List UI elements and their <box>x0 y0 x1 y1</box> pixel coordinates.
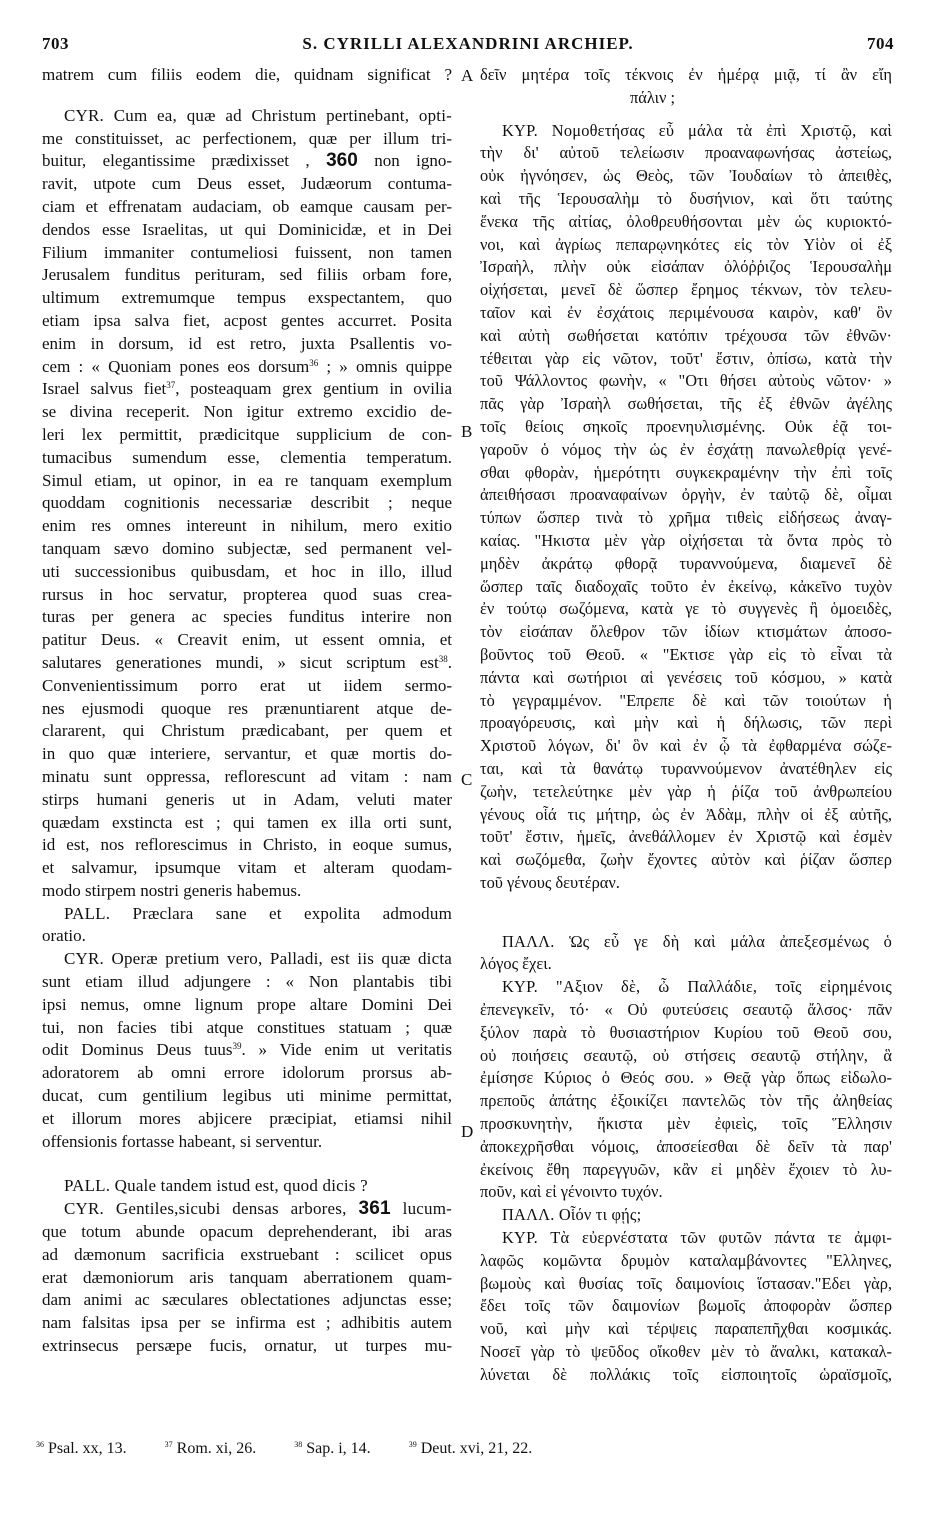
text-line: Simul etiam, ut opinor, in ea re tanquam exemplum <box>42 470 452 490</box>
greek-column <box>480 64 892 1387</box>
greek-paragraph-pall-1 <box>480 931 892 977</box>
text-line: τὸ γεγραμμένον. "Επρεπε δὲ καὶ τῶν τοιούτων ἡ <box>480 690 892 710</box>
text-line: οὐκ ἠγνόησεν, ὡς Θεὸς, τῶν Ἰουδαίων τὸ ἀπειθὲς, <box>480 166 892 186</box>
footnote: $^{36}$ Psal. xx, 13. <box>36 1440 127 1457</box>
text-line: τοῦ γένους δευτέραν. <box>480 872 620 892</box>
text-line: sunt etiam illud adjungere : « Non plantabis tibi <box>42 972 452 992</box>
text-line: ἀπειθήσασι προαναφαίνων ὀργὴν, ἐν ταὐτῷ δὲ, οἶμαι <box>480 485 892 505</box>
footnote: $^{39}$ Deut. xvi, 21, 22. <box>408 1440 533 1457</box>
text-line: ipsi nemus, omne lignum prope altare Domini Dei <box>42 994 452 1014</box>
text-line: ΠΑΛΛ. Ὡς εὖ γε δὴ καὶ μάλα ἀπεξεσμένως ὁ <box>502 931 892 951</box>
text-line: quædam exstincta est ; qui tamen ex illa orti sunt, <box>42 812 452 832</box>
text-line: μηδὲν ἀκράτῳ φθορᾷ τυραννούμενα, διαμενεῖ δὲ <box>480 553 892 573</box>
text-line: βωμοὺς καὶ θυσίας τοῖς δαιμονίοις ἵστασαν."Εδει γὰρ, <box>480 1273 892 1293</box>
text-line: ἕνεκα τῆς αἰτίας, ὀλοθρευθήσονται μὲν ὡς κυριοκτό- <box>480 211 892 231</box>
latin-paragraph-question <box>42 64 452 87</box>
text-line: βοῦντος τοῦ Θεοῦ. « "Εκτισε γὰρ εἰς τὸ εἶναι τὰ <box>480 644 892 664</box>
note-ref: 38 <box>438 653 448 664</box>
text-line: extrinsecus persæpe fucis, ornatur, ut turpes mu- <box>42 1336 452 1356</box>
text-line: ducat, cum gentilium legibus uti minime permittat, <box>42 1086 452 1106</box>
greek-paragraph-question <box>480 64 892 110</box>
text-line-with-column-number: CYR. Gentiles,sicubi densas arbores, 361 lucum- <box>64 1198 452 1220</box>
text-line: πρεποῦς ἀπάτης ἐξοικίζει παντελῶς τὸν τῆς ἀληθείας <box>480 1091 892 1111</box>
text-line-with-column-number: buitur, elegantissime prædixisset , 360 non igno- <box>42 150 452 172</box>
text-line: νοῦ, καὶ μὴν καὶ τέρψεις παραπεπῆχθαι κοσμικάς. <box>480 1319 892 1339</box>
text-line: tumacibus sumendum esse, clementia temperatum. <box>42 447 452 467</box>
greek-paragraph-pall-2 <box>480 1204 892 1227</box>
text-line: in quo quæ interiere, servantur, et quæ mortis do- <box>42 744 452 764</box>
footnote: $^{38}$ Sap. i, 14. <box>294 1440 371 1457</box>
text-line: PALL. Quale tandem istud est, quod dicis ? <box>64 1176 368 1196</box>
greek-paragraph-cyr-3 <box>480 1227 892 1387</box>
margin-marker-d: D <box>461 1122 474 1141</box>
text-line: ἔδει τοῖς τῶν δαιμονίων βωμοῖς ἀποφορὰν ὥσπερ <box>480 1296 892 1316</box>
text-line: uti successionibus quibusdam, et hoc in illo, illud <box>42 561 452 581</box>
text-line: turas per genera ac species funditus interire non <box>42 607 452 627</box>
text-line: Convenientissimum porro erat ut iidem sermo- <box>42 675 452 695</box>
text-line: τὴν δι' αὐτοῦ τελείωσιν προαναφωνήσας ἀστείως, <box>480 143 892 163</box>
latin-paragraph-cyr-2 <box>42 948 452 1153</box>
text-line: ΚΥΡ. "Αξιον δὲ, ὦ Παλλάδιε, τοῖς εἰρημένοις <box>502 977 892 997</box>
text-line: ultimum extremumque tempus exspectantem, quo <box>42 288 452 308</box>
text-line: rursus in hoc servatur, propterea quod suas crea- <box>42 584 452 604</box>
greek-paragraph-cyr-2 <box>480 976 892 1204</box>
text-line: τοῖς θείοις σηκοῖς προενηυλισμένης. Οὐκ ἐᾷ τοι- <box>480 416 892 436</box>
text-line: clararent, qui Christum prædicabant, per quem et <box>42 721 452 741</box>
text-line: ἐπενεγκεῖν, τό· « Οὐ φυτεύσεις σεαυτῷ ἄλσος· πᾶν <box>480 1000 892 1020</box>
text-line: etiam ipsa salva fiet, acpost gentes accurret. Posita <box>42 310 452 330</box>
text-line: πάντα καὶ σωτήριοι αἱ γενέσεις τοῦ κόσμου, » κατὰ <box>480 667 892 687</box>
text-line: σθαι φθορὰν, ἡμερότητι συγκεκραμένην τὴν ἐπὶ τοῖς <box>480 462 892 482</box>
text-line: CYR. Operæ pretium vero, Palladi, est iis quæ dicta <box>64 949 452 969</box>
text-line: et illorum mores abjicere præcipiat, etiamsi nihil <box>42 1108 452 1128</box>
text-line: offensionis fortasse habeant, si serventur. <box>42 1131 323 1151</box>
text-line: modo stirpem nostri generis habemus. <box>42 880 302 900</box>
text-line: PALL. Præclara sane et expolita admodum <box>64 903 452 923</box>
text-line: ξύλον παρὰ τὸ θυσιαστήριον Κυρίου τοῦ Θεοῦ σου, <box>480 1022 892 1042</box>
text-line: stirps humani generis ut in Adam, veluti mater <box>42 789 452 809</box>
note-ref: 37 <box>166 380 176 391</box>
text-line: Ἰσραὴλ, πλὴν οὐκ εἰσάπαν ὀλόῤῥιζος Ἱερουσαλὴμ <box>480 257 892 277</box>
text-line: καὶ σωζόμεθα, ζωὴν ἔχοντες αὐτὸν καὶ ῥίζαν ὥσπερ <box>480 850 892 870</box>
text-line: ἀποκεχρῆσθαι νόμοις, ἀποσείεσθαι δὲ δεῖν τὰ παρ' <box>480 1136 892 1156</box>
text-line: me constituisset, ac perfectionem, quæ per illum tri- <box>42 128 452 148</box>
text-line: se divina receperit. Non igitur extremo excidio de- <box>42 402 452 422</box>
text-line: patitur Deus. « Creavit enim, ut essent omnia, et <box>42 630 452 650</box>
column-number: 360 <box>326 150 358 172</box>
text-line: τέθειται γὰρ εἰς νῶτον, τοῦτ' ἔστιν, ὀπίσω, κατὰ τὴν <box>480 348 892 368</box>
text-line: δεῖν μητέρα τοῖς τέκνοις ἐν ἡμέρᾳ μιᾷ, τί ἂν εἴη <box>480 65 892 84</box>
text-line: ζωὴν, τετελεύτηκε μὲν γὰρ ἡ ῥίζα τοῦ ἀνθρωπείου <box>480 781 892 801</box>
text-line: ΚΥΡ. Νομοθετήσας εὖ μάλα τὰ ἐπὶ Χριστῷ, καὶ <box>502 120 892 140</box>
text-line: ταῖον καὶ ἐν ἐσχάτοις περιμένουσα καιρὸν, καθ' ὃν <box>480 302 892 322</box>
text-line: CYR. Cum ea, quæ ad Christum pertinebant, opti- <box>64 105 452 125</box>
text-line: ἐν τούτῳ σωζόμενα, κατὰ γε τὸ συγγενὲς ἢ ὁμοειδὲς, <box>480 599 892 619</box>
text-line: ravit, utpote cum Deus esset, Judæorum contuma- <box>42 174 452 194</box>
right-page-number: 704 <box>867 34 894 53</box>
text-line: τοῦ Ψάλλοντος φωνὴν, « "Οτι θήσει αὐτοὺς νῶτον· » <box>480 371 892 391</box>
text-line: Χριστοῦ λόγων, δι' ὃν καὶ ἐν ᾧ τὰ ἐφθαρμένα σώζε- <box>480 736 892 756</box>
text-line: leri lex permittit, prædicitque supplicium de con- <box>42 424 452 444</box>
text-line: οὐ ποιήσεις σεαυτῷ, οὐ στήσεις σεαυτῷ στήλην, ἃ <box>480 1045 892 1065</box>
text-line: τύπων ὥσπερ τινὰ τὸ χρῆμα τιθεὶς εἰδήσεως ἀναγ- <box>480 508 892 528</box>
text-line: ciam et effrenatam audaciam, ob eamque causam per- <box>42 196 452 216</box>
text-line: nes ejusmodi quoque res prænuntiarent atque de- <box>42 698 452 718</box>
text-line: νοι, καὶ ἀγρίως πεπαρῳνηκότες εἰς τὸν Υἱὸν οἱ ἐξ <box>480 234 892 254</box>
text-line: Νοσεῖ γὰρ τὸ ψεῦδος οἴκοθεν μὲν τὸ ἄναλκι, κατακαλ- <box>480 1342 892 1362</box>
text-line: id est, nos reflorescimus in Christo, in eoque sumus, <box>42 835 452 855</box>
text-line-with-note: odit Dominus Deus tuus$^{39}$. » Vide enim ut veritatis <box>42 1040 452 1060</box>
text-line: ΠΑΛΛ. Οἷόν τι φῄς; <box>502 1205 642 1225</box>
footnotes <box>36 1440 896 1458</box>
margin-marker-a: A <box>461 66 474 85</box>
text-line-with-note: salutares generationes mundi, » sicut scriptum est$^{38}$. <box>42 652 452 672</box>
left-page-number: 703 <box>42 34 69 53</box>
text-line-with-note: cem : « Quoniam pones eos dorsum$^{36}$ ; » omnis quippe <box>42 356 452 376</box>
text-line: adoratorem ab omni errore idolorum prorsus ab- <box>42 1063 452 1083</box>
text-line: tui, non facies tibi atque constitues statuam ; quæ <box>42 1017 452 1037</box>
latin-paragraph-cyr-3 <box>42 1198 452 1358</box>
text-line: πᾶς γὰρ Ἰσραὴλ σωθήσεται, τῆς ἐξ ἐθνῶν ἀγέλης <box>480 394 892 414</box>
footnote: $^{37}$ Rom. xi, 26. <box>164 1440 257 1457</box>
text-line: ἐμίσησε Κύριος ὁ Θεός σου. » Θεᾷ γὰρ ὅπως εἰδωλο- <box>480 1068 892 1088</box>
running-title: S. CYRILLI ALEXANDRINI ARCHIEP. <box>302 34 634 53</box>
text-line: καὶ αὐτὴ σωθήσεται κατόπιν τρέχουσα τῶν ἐθνῶν· <box>480 325 892 345</box>
text-line: tanquam sævo domino subjectæ, sed permanent vel- <box>42 538 452 558</box>
text-line: λαφῶς κομῶντα δρυμὸν καταλαμβάνοντες "Ελληνες, <box>480 1250 892 1270</box>
margin-marker-c: C <box>461 770 473 789</box>
text-line: λύνεται δὲ πολλάκις τοῖς εἰσποιητοῖς ὡραϊσμοῖς, <box>480 1364 892 1384</box>
latin-paragraph-pall-1 <box>42 903 452 949</box>
text-line: ΚΥΡ. Τὰ εὐερνέστατα τῶν φυτῶν πάντα τε ἀμφι- <box>502 1228 892 1248</box>
text-line: enim res omnes intereunt in nihilum, mero exitio <box>42 516 452 536</box>
text-line: oratio. <box>42 926 86 946</box>
text-line: Filium immaniter contumeliosi fuissent, non tamen <box>42 242 452 262</box>
text-line: et salvamur, ipsumque vitam et alteram quodam- <box>42 858 452 878</box>
text-line: nam falsitas ipsa per se infirma est ; adhibitis autem <box>42 1313 452 1333</box>
text-line: ad dæmonum sacrificia exstruebant : scilicet opus <box>42 1244 452 1264</box>
text-line: λόγος ἔχει. <box>480 954 552 974</box>
text-line: τὸν εἰσάπαν ὄλεθρον τῶν ἰδίων κτισμάτων ἀποσο- <box>480 622 892 642</box>
note-ref: 36 <box>309 357 319 368</box>
latin-paragraph-pall-2 <box>42 1175 452 1198</box>
text-line: enim in dorsum, id est retro, juxta Psallentis vo- <box>42 333 452 353</box>
text-line-with-note: Israel salvus fiet$^{37}$, posteaquam grex gentium in ovilia <box>42 379 452 399</box>
text-line: minatu sunt oppressa, reflorescunt ad vitam : nam <box>42 766 452 786</box>
text-line: καὶ τῆς Ἱερουσαλὴμ τὸ δυσήνιον, καὶ ὅτι ταύτης <box>480 188 892 208</box>
latin-paragraph-cyr-1 <box>42 105 452 903</box>
latin-column <box>42 64 452 1358</box>
note-ref: 39 <box>232 1041 242 1052</box>
text-line: dendos esse Israelitas, ut qui Dominicidæ, et in Dei <box>42 219 452 239</box>
text-line: προσκυνητὴν, ἥκιστα μὲν ἐφιεὶς, τοῖς Ἕλλησιν <box>480 1114 892 1134</box>
text-line: οἰχήσεται, μενεῖ δὲ ὥσπερ ἔρημος τέκνων, τὸν τελευ- <box>480 280 892 300</box>
text-line: que totum abunde opacum deprehenderant, ibi aras <box>42 1222 452 1242</box>
text-line: γαροῦν ὁ νόμος τὴν ὡς ἐν ἐσχάτῃ πανωλεθρίᾳ γενέ- <box>480 439 892 459</box>
text-line: ται, καὶ τὰ θανάτῳ τυραννούμενον ἀνατέθηλεν εἰς <box>480 758 892 778</box>
text-line: dam animi ac sæculares oblectationes adjunctas esse; <box>42 1290 452 1310</box>
text-line: προαγόρευσις, καὶ μὴν καὶ ἡ δήλωσις, τῶν περὶ <box>480 713 892 733</box>
text-line: ποῦν, καὶ εἰ γένοιντο τυχόν. <box>480 1182 663 1202</box>
text-line: τοῦτ' ἔστιν, ἡμεῖς, ἀνεθάλλομεν ἐν Χριστῷ καὶ ἐσμὲν <box>480 827 892 847</box>
text-line: γένους οἷά τις μήτηρ, ὡς ἐν Ἀδὰμ, πλὴν οἱ ἐξ αὐτῆς, <box>480 804 892 824</box>
margin-marker-b: B <box>461 422 473 441</box>
text-line: ὥσπερ ταῖς διαδοχαῖς τοῦτο ἐν ἐκείνῳ, κἀκεῖνο τυχὸν <box>480 576 892 596</box>
text-line: ἐκείνοις ἔθη παρεγγυῶν, κἂν εἰ μηδὲν ἔχοιεν τὸ λυ- <box>480 1159 892 1179</box>
text-line: quoddam cognitionis necessariæ describit ; neque <box>42 493 452 513</box>
column-number: 361 <box>358 1198 391 1220</box>
text-line: πάλιν ; <box>630 87 676 107</box>
text-line: Jerusalem funditus perituram, sed filiis orbam fore, <box>42 265 452 285</box>
text-line: καίας. "Ηκιστα μὲν γὰρ οἰχήσεται τὰ ὄντα πρὸς τὸ <box>480 530 892 550</box>
text-line: matrem cum filiis eodem die, quidnam significat ? <box>42 65 452 84</box>
greek-paragraph-cyr-1 <box>480 120 892 895</box>
running-header <box>42 32 894 56</box>
text-line: erat dæmoniorum aris tanquam aberrationem quam- <box>42 1267 452 1287</box>
